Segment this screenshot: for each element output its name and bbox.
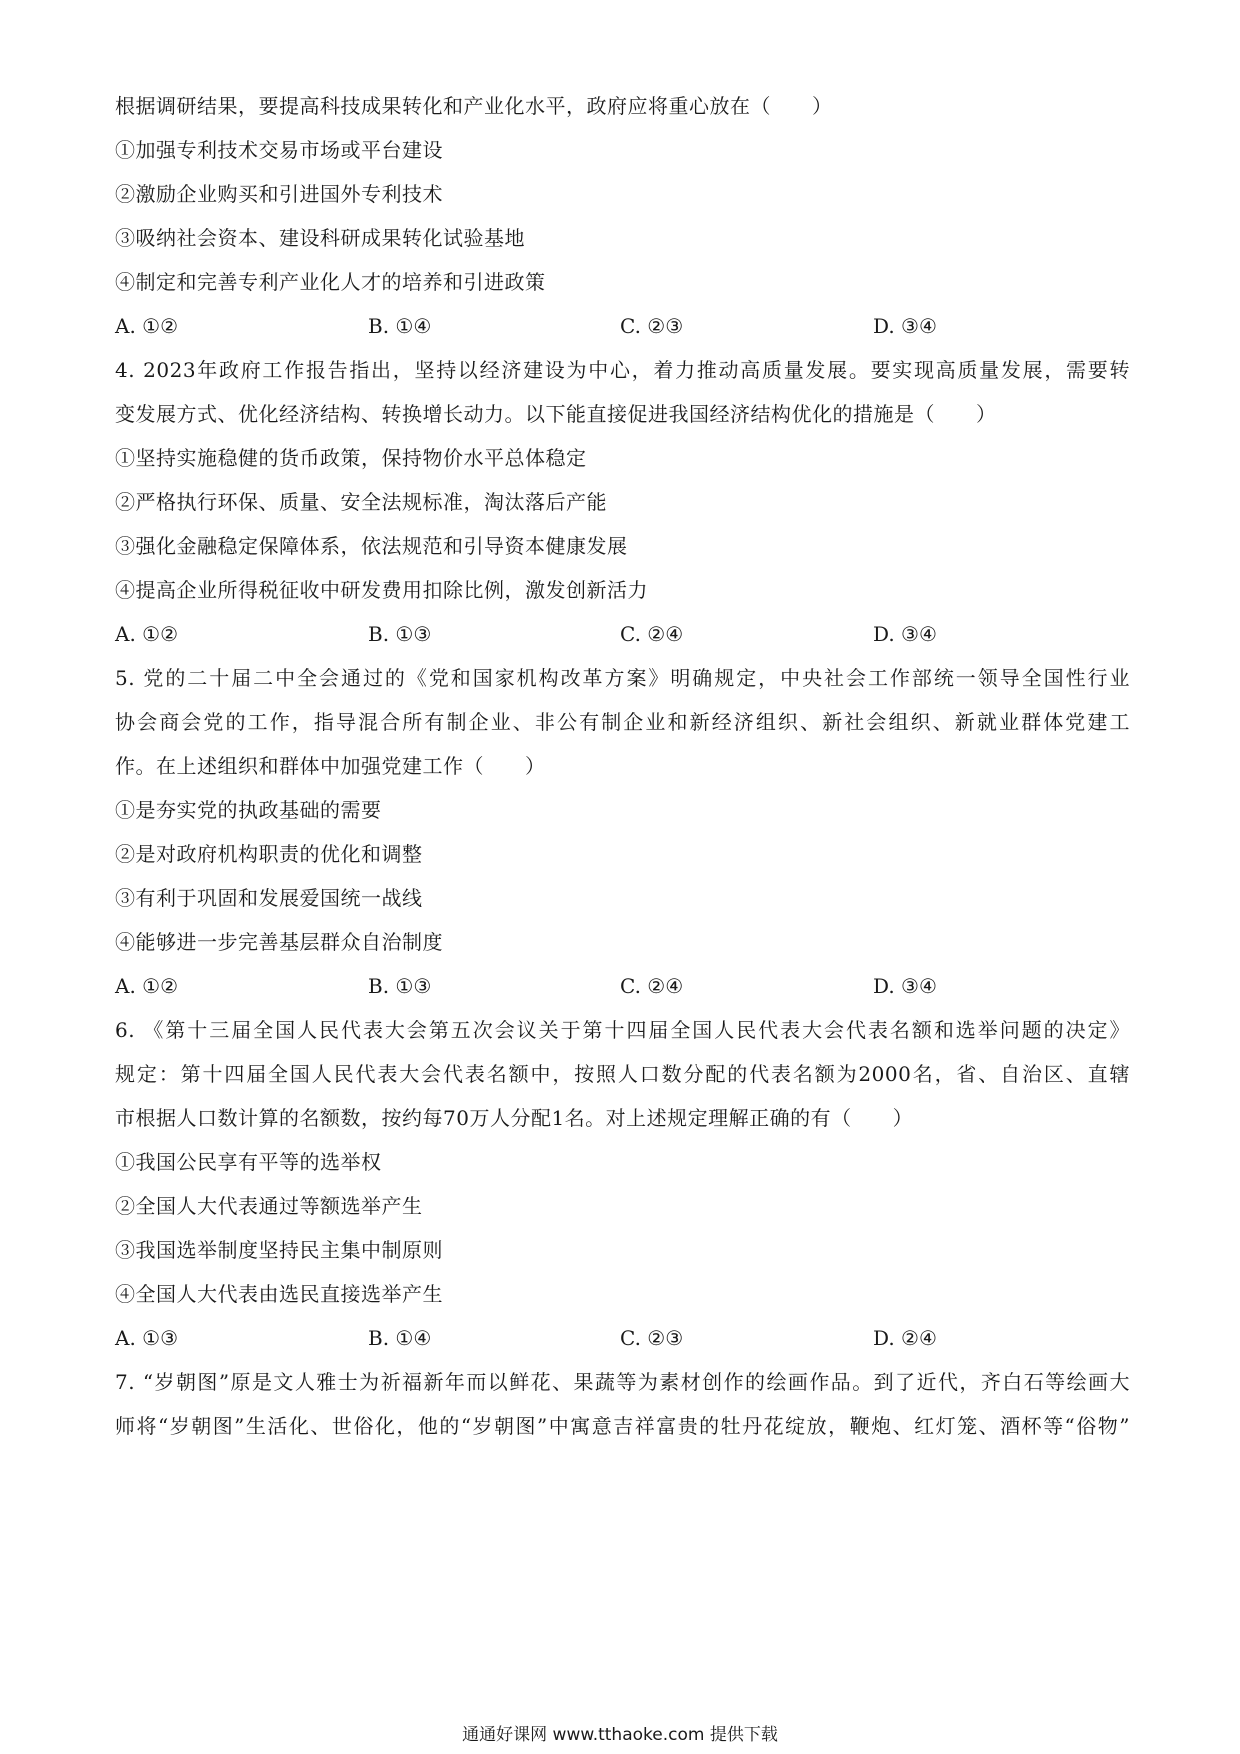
q5-item-1: ①是夯实党的执政基础的需要 [115,798,382,822]
q3-option-c: C. ②③ [620,314,684,338]
q5-stem-line-1: 5. 党的二十届二中全会通过的《党和国家机构改革方案》明确规定，中央社会工作部统一领导全国性行业 [115,666,1130,690]
q4-stem-line-2: 变发展方式、优化经济结构、转换增长动力。以下能直接促进我国经济结构优化的措施是（ ） [115,402,997,426]
q6-item-1: ①我国公民享有平等的选举权 [115,1150,382,1174]
q4-item-3: ③强化金融稳定保障体系，依法规范和引导资本健康发展 [115,534,628,558]
q6-item-4: ④全国人大代表由选民直接选举产生 [115,1282,443,1306]
q7-stem-line-2: 师将“岁朝图”生活化、世俗化，他的“岁朝图”中寓意吉祥富贵的牡丹花绽放，鞭炮、红灯笼、酒杯等“俗物” [115,1414,1130,1438]
q4-option-b: B. ①③ [368,622,432,646]
q4-item-2: ②严格执行环保、质量、安全法规标准，淘汰落后产能 [115,490,607,514]
q3-item-4: ④制定和完善专利产业化人才的培养和引进政策 [115,270,546,294]
q6-option-a: A. ①③ [115,1326,179,1350]
q3-option-b: B. ①④ [368,314,432,338]
q4-stem-line-1: 4. 2023年政府工作报告指出，坚持以经济建设为中心，着力推动高质量发展。要实现高质量发展，需要转 [115,358,1130,382]
q3-item-3: ③吸纳社会资本、建设科研成果转化试验基地 [115,226,525,250]
q5-item-4: ④能够进一步完善基层群众自治制度 [115,930,443,954]
q5-item-2: ②是对政府机构职责的优化和调整 [115,842,423,866]
q3-item-2: ②激励企业购买和引进国外专利技术 [115,182,443,206]
q5-option-d: D. ③④ [873,974,937,998]
q3-option-a: A. ①② [115,314,179,338]
q5-option-c: C. ②④ [620,974,684,998]
q4-option-d: D. ③④ [873,622,937,646]
q5-item-3: ③有利于巩固和发展爱国统一战线 [115,886,423,910]
q6-option-d: D. ②④ [873,1326,937,1350]
q5-stem-line-2: 协会商会党的工作，指导混合所有制企业、非公有制企业和新经济组织、新社会组织、新就业群体党建工 [115,710,1130,734]
q6-option-b: B. ①④ [368,1326,432,1350]
q3-item-1: ①加强专利技术交易市场或平台建设 [115,138,443,162]
q7-stem-line-1: 7. “岁朝图”原是文人雅士为祈福新年而以鲜花、果蔬等为素材创作的绘画作品。到了近代，齐白石等绘画大 [115,1370,1130,1394]
q5-option-a: A. ①② [115,974,179,998]
q5-stem-line-3: 作。在上述组织和群体中加强党建工作（ ） [115,754,546,778]
q3-option-d: D. ③④ [873,314,937,338]
q4-option-a: A. ①② [115,622,179,646]
q6-stem-line-1: 6. 《第十三届全国人民代表大会第五次会议关于第十四届全国人民代表大会代表名额和选举问题的决定》 [115,1018,1130,1042]
q6-item-2: ②全国人大代表通过等额选举产生 [115,1194,423,1218]
q4-item-1: ①坚持实施稳健的货币政策，保持物价水平总体稳定 [115,446,587,470]
q6-stem-line-3: 市根据人口数计算的名额数，按约每70万人分配1名。对上述规定理解正确的有（ ） [115,1106,914,1130]
q6-item-3: ③我国选举制度坚持民主集中制原则 [115,1238,443,1262]
q6-stem-line-2: 规定：第十四届全国人民代表大会代表名额中，按照人口数分配的代表名额为2000名，省、自治区、直辖 [115,1062,1130,1086]
footer-download-note: 通通好课网 www.tthaoke.com 提供下载 [462,1725,778,1745]
q4-option-c: C. ②④ [620,622,684,646]
q4-item-4: ④提高企业所得税征收中研发费用扣除比例，激发创新活力 [115,578,648,602]
q6-option-c: C. ②③ [620,1326,684,1350]
q3-stem: 根据调研结果，要提高科技成果转化和产业化水平，政府应将重心放在（ ） [115,94,833,118]
q5-option-b: B. ①③ [368,974,432,998]
